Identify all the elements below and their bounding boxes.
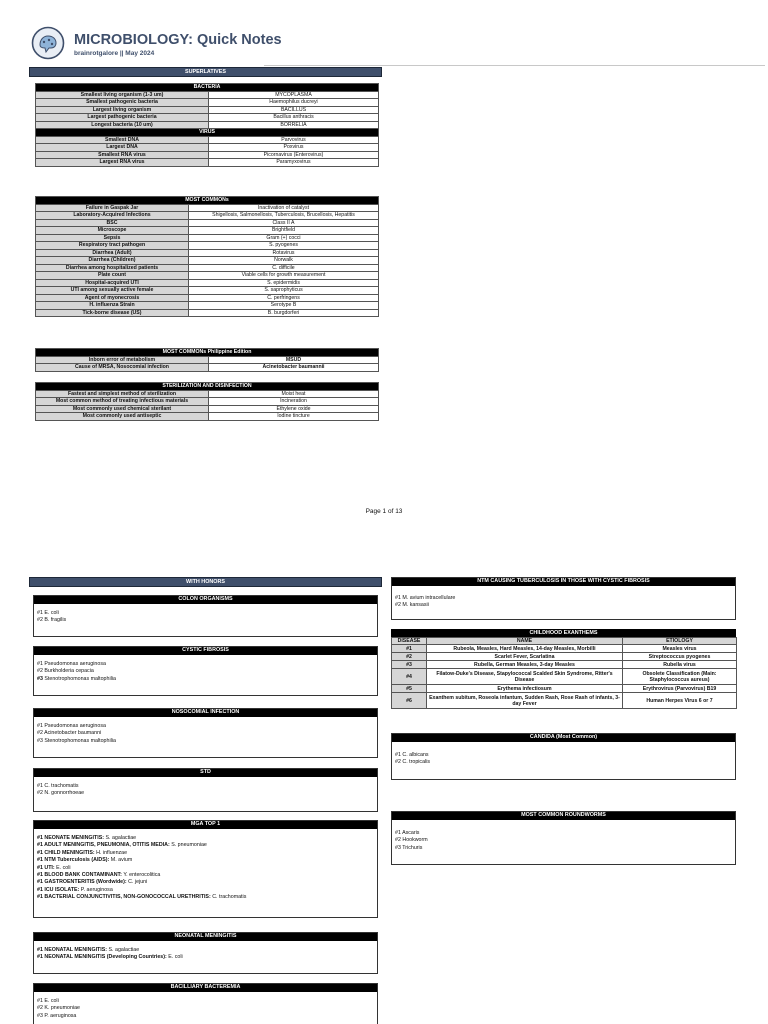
table-row (36, 279, 379, 287)
list-item: #2 M. kansasii (395, 602, 429, 609)
disease-etiology: Erythrovirus (Parvovirus) B19 (623, 685, 737, 693)
row-value: BORRELIA (209, 121, 379, 129)
disease-etiology: Measles virus (623, 645, 737, 653)
row-label: Smallest pathogenic bacteria (36, 99, 209, 107)
list-item: #2 Hookworm (395, 837, 428, 844)
table-row (36, 136, 379, 144)
disease-number: #5 (392, 685, 427, 693)
row-value: MSUD (209, 356, 379, 364)
disease-name: Scarlet Fever, Scarlatina (427, 653, 623, 661)
row-label: Inborn error of metabolism (36, 356, 209, 364)
list-item: #3 P. aeruginosa (37, 1012, 77, 1019)
list-item: #1 ICU ISOLATE: P. aeruginosa (37, 886, 113, 893)
std-header: STD (33, 768, 378, 777)
list-item: #1 UTI: E. coli (37, 864, 71, 871)
nosocomial-header: NOSOCOMIAL INFECTION (33, 708, 378, 717)
table-row (36, 144, 379, 152)
table-row (36, 159, 379, 167)
row-value: Picornavirus (Enterovirus) (209, 151, 379, 159)
mga-top1-header: MGA TOP 1 (33, 820, 378, 829)
row-label: Most common method of treating infectious materials (36, 398, 209, 406)
header-divider (264, 65, 765, 66)
row-value: Incineration (209, 398, 379, 406)
ph-edition-header: MOST COMMONs Philippine Edition (36, 349, 379, 357)
list-item: #3 Trichuris (395, 844, 423, 851)
list-item: #1 BLOOD BANK CONTAMINANT: Y. enterocolitica (37, 872, 161, 879)
row-value: C. perfringens (189, 294, 379, 302)
row-label: Smallest DNA (36, 136, 209, 144)
neonatal-meningitis-header: NEONATAL MENINGITIS (33, 932, 378, 941)
list-item: #1 BACTERIAL CONJUNCTIVITIS, NON-GONOCOCCAL URETHRITIS: C. trachomatis (37, 894, 247, 901)
table-row (392, 685, 737, 693)
candida-header: CANDIDA (Most Common) (391, 733, 736, 742)
row-label: Largest DNA (36, 144, 209, 152)
std-box (33, 768, 378, 812)
list-item: #3 Stenotrophomonas maltophilia (37, 737, 116, 744)
ph-edition-header-row (36, 349, 379, 357)
list-item: #2 B. fragilis (37, 617, 67, 624)
table-row (36, 114, 379, 122)
table-row (392, 693, 737, 709)
table-row (36, 204, 379, 212)
nosocomial-box (33, 708, 378, 758)
row-value: B. burgdorferi (189, 309, 379, 317)
row-label: Diarrhea (Adult) (36, 249, 189, 257)
disease-etiology: Rubella virus (623, 661, 737, 669)
row-value: Brightfield (189, 227, 379, 235)
candida-box (391, 733, 736, 780)
row-label: Tick-borne disease (US) (36, 309, 189, 317)
table-row (36, 390, 379, 398)
table-row (392, 669, 737, 685)
list-item: #1 M. avium intracellulare (395, 595, 456, 601)
row-value: Gram (+) cocci (189, 234, 379, 242)
row-value: Poxvirus (209, 144, 379, 152)
disease-name: Filatow-Duke's Disease, Stapylococcal Scalded Skin Syndrome, Ritter's Disease (427, 669, 623, 685)
row-label: Failure in Gaspak Jar (36, 204, 189, 212)
row-label: Longest bacteria (10 um) (36, 121, 209, 129)
table-row (36, 151, 379, 159)
disease-number: #3 (392, 661, 427, 669)
table-row (36, 294, 379, 302)
bacteremia-box (33, 983, 378, 1024)
neonatal-meningitis-box (33, 932, 378, 974)
table-row (36, 398, 379, 406)
row-value: Paramyxovirus (209, 159, 379, 167)
disease-name: Rubeola, Measles, Hard Measles, 14-day Measles, Morbilli (427, 645, 623, 653)
table-row (36, 242, 379, 250)
superlatives-table (35, 83, 379, 167)
column-header: ETIOLOGY (623, 638, 737, 645)
table-row (392, 661, 737, 669)
table-row (36, 99, 379, 107)
list-item: #1 C. trachomatis (37, 783, 79, 789)
table-row (36, 106, 379, 114)
row-label: Sepsis (36, 234, 189, 242)
row-label: Most commonly used antiseptic (36, 413, 209, 421)
row-label: Smallest RNA virus (36, 151, 209, 159)
disease-name: Rubella, German Measles, 3-day Measles (427, 661, 623, 669)
row-value: MYCOPLASMA (209, 91, 379, 99)
table-row (36, 234, 379, 242)
page-title: MICROBIOLOGY: Quick Notes (74, 32, 282, 48)
list-item: #2 Burkholderia cepacia (37, 668, 94, 675)
table-row (36, 91, 379, 99)
row-value: S. epidermidis (189, 279, 379, 287)
sterilization-header: STERILIZATION AND DISINFECTION (36, 383, 379, 391)
sterilization-header-row (36, 383, 379, 391)
table-row (36, 356, 379, 364)
row-value: Shigellosis, Salmonellosis, Tuberculosis, Brucellosis, Hepatitis (189, 212, 379, 220)
table-row (36, 212, 379, 220)
most-commons-header-row (36, 197, 379, 205)
table-row (36, 257, 379, 265)
row-value: Serotype B (189, 302, 379, 310)
row-value: Acinetobacter baumannii (209, 364, 379, 372)
disease-etiology: Obsolete Classification (Main: Staphylococcus aureus) (623, 669, 737, 685)
cystic-fibrosis-box (33, 646, 378, 696)
row-label: Diarrhea (Children) (36, 257, 189, 265)
row-value: Rotavirus (189, 249, 379, 257)
disease-name: Exanthem subitum, Roseola infantum, Sudden Rash, Rose Rash of infants, 3-day Fever (427, 693, 623, 709)
row-value: Bacillus anthracis (209, 114, 379, 122)
table-row (392, 645, 737, 653)
exanthems-header-row (392, 638, 737, 645)
with-honors-banner: WITH HONORS (29, 577, 382, 587)
mga-top1-box (33, 820, 378, 918)
row-label: Largest RNA virus (36, 159, 209, 167)
row-label: H. influenza Strain (36, 302, 189, 310)
column-header: NAME (427, 638, 623, 645)
roundworms-header: MOST COMMON ROUNDWORMS (391, 811, 736, 820)
table-row (36, 219, 379, 227)
list-item: #1 C. albicans (395, 752, 429, 758)
list-item: #1 Pseudomonas aeruginosa (37, 661, 106, 667)
list-item: #2 Acinetobacter baumanni (37, 730, 102, 737)
row-value: Inactivation of catalyst (189, 204, 379, 212)
cystic-fibrosis-header: CYSTIC FIBROSIS (33, 646, 378, 655)
row-label: Largest living organism (36, 106, 209, 114)
row-value: C. difficile (189, 264, 379, 272)
list-item: #1 NEONATAL MENINGITIS (Developing Countries): E. coli (37, 954, 183, 961)
table-row (36, 405, 379, 413)
brain-logo-icon (31, 26, 65, 60)
disease-etiology: Human Herpes Virus 6 or 7 (623, 693, 737, 709)
most-commons-header: MOST COMMONs (36, 197, 379, 205)
row-label: Plate count (36, 272, 189, 280)
table-row (36, 264, 379, 272)
column-header: DISEASE (392, 638, 427, 645)
disease-number: #1 (392, 645, 427, 653)
table-row (36, 309, 379, 317)
ntm-header: NTM CAUSING TUBERCULOSIS IN THOSE WITH CYSTIC FIBROSIS (391, 577, 736, 586)
list-item: #1 NTM Tuberculosis (AIDS): M. avium (37, 857, 133, 864)
table-row (36, 272, 379, 280)
most-commons-table (35, 196, 379, 317)
row-label: Laboratory-Acquired Infections (36, 212, 189, 220)
table-row (392, 653, 737, 661)
row-label: Agent of myonecrosis (36, 294, 189, 302)
colon-organisms-header: COLON ORGANISMS (33, 595, 378, 604)
virus-header-row (36, 129, 379, 137)
virus-header: VIRUS (36, 129, 379, 137)
row-value: S. pyogenes (189, 242, 379, 250)
list-item: #1 E. coli (37, 610, 59, 616)
row-value: Ethylene oxide (209, 405, 379, 413)
bacteremia-header: BACILLIARY BACTEREMIA (33, 983, 378, 992)
bacteria-header-row (36, 84, 379, 92)
list-item: #1 E. coli (37, 998, 59, 1004)
row-value: Haemophilus ducreyi (209, 99, 379, 107)
list-item: #1 Ascaris (395, 830, 420, 836)
row-label: Fastest and simplest method of sterilization (36, 390, 209, 398)
row-value: Moist heat (209, 390, 379, 398)
table-row (36, 121, 379, 129)
list-item: #1 GASTROENTERITIS (Wordwide): C. jejuni (37, 879, 148, 886)
list-item: #2 C. tropicalis (395, 759, 431, 766)
roundworms-box (391, 811, 736, 865)
row-value: Parvovirus (209, 136, 379, 144)
list-item: #1 NEONATE MENINGITIS: S. agalactiae (37, 835, 137, 841)
list-item: #2 K. pneumoniae (37, 1005, 80, 1012)
row-value: BACILLUS (209, 106, 379, 114)
list-item: #3 Stenotrophomonas maltophilia (37, 675, 116, 682)
page-subtitle: brainrotgalore || May 2024 (74, 50, 155, 57)
row-label: Microscope (36, 227, 189, 235)
row-label: Largest pathogenic bacteria (36, 114, 209, 122)
table-row (36, 413, 379, 421)
list-item: #1 CHILD MENINGITIS: H. influenzae (37, 849, 128, 856)
row-label: Cause of MRSA, Nosocomial infection (36, 364, 209, 372)
disease-number: #4 (392, 669, 427, 685)
row-label: Respiratory tract pathogen (36, 242, 189, 250)
colon-organisms-box (33, 595, 378, 637)
list-item: #1 Pseudomonas aeruginosa (37, 723, 106, 729)
table-row (36, 364, 379, 372)
exanthems-table (391, 637, 737, 709)
table-row (36, 227, 379, 235)
disease-number: #2 (392, 653, 427, 661)
disease-etiology: Streptococcus pyogenes (623, 653, 737, 661)
row-label: BSC (36, 219, 189, 227)
list-item: #1 NEONATAL MENINGITIS: S. agalactiae (37, 947, 140, 953)
table-row (36, 287, 379, 295)
row-value: Viable cells for growth measurement (189, 272, 379, 280)
row-label: Most commonly used chemical sterilant (36, 405, 209, 413)
ntm-box (391, 577, 736, 620)
list-item: #2 N. gonnorrhoeae (37, 790, 85, 797)
table-row (36, 302, 379, 310)
row-label: UTI among sexually active female (36, 287, 189, 295)
row-label: Smallest living organism (1-3 um) (36, 91, 209, 99)
sterilization-table (35, 382, 379, 421)
ph-edition-table (35, 348, 379, 372)
page-number: Page 1 of 13 (365, 508, 403, 515)
list-item: #1 ADULT MENINGITIS, PNEUMONIA, OTITIS MEDIA: S. pneumoniae (37, 842, 207, 849)
row-value: Class II A (189, 219, 379, 227)
row-value: Iodine tincture (209, 413, 379, 421)
disease-number: #6 (392, 693, 427, 709)
bacteria-header: BACTERIA (36, 84, 379, 92)
row-label: Diarrhea among hospitalized patients (36, 264, 189, 272)
disease-name: Erythema infectiosum (427, 685, 623, 693)
exanthems-header: CHILDHOOD EXANTHEMS (391, 629, 736, 637)
superlatives-banner: SUPERLATIVES (29, 67, 382, 77)
row-value: Norwalk (189, 257, 379, 265)
row-value: S. saprophyticus (189, 287, 379, 295)
table-row (36, 249, 379, 257)
row-label: Hospital-acquired UTI (36, 279, 189, 287)
